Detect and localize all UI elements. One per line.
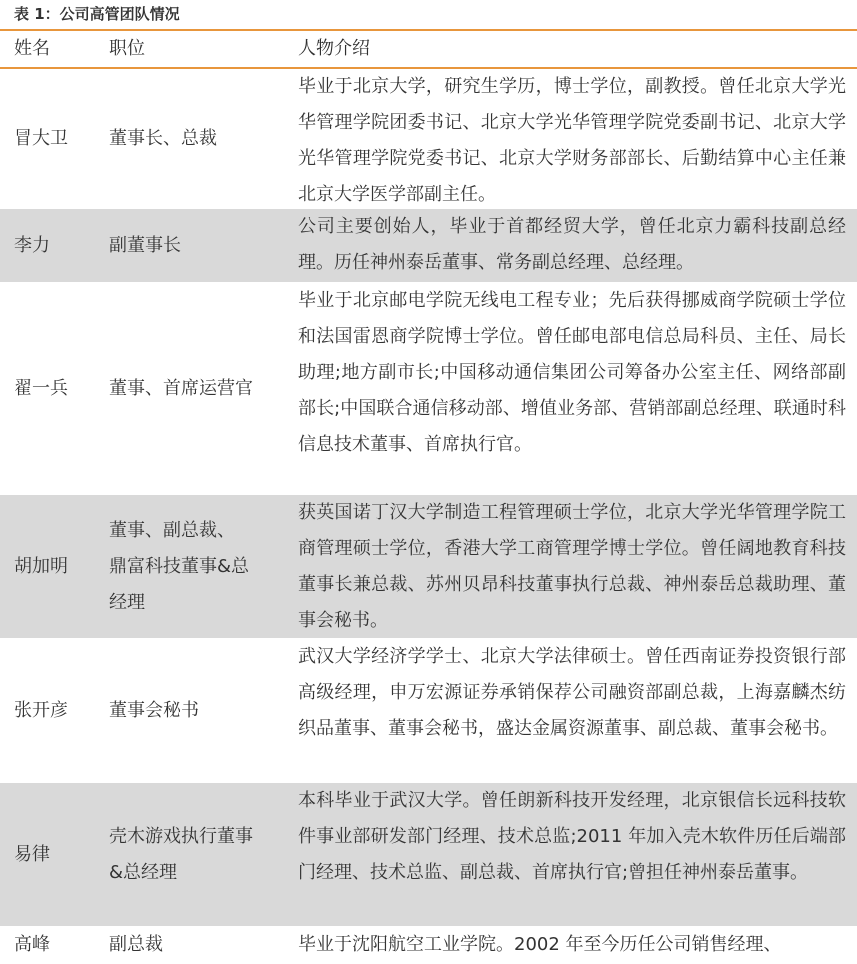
row-position: 壳木游戏执行董事 &总经理 [109,825,253,883]
row-bio: 公司主要创始人，毕业于首都经贸大学，曾任北京力霸科技副总经理。历任神州泰岳董事、常务副总经理、总经理。 [298,216,846,273]
table-row [0,283,857,495]
row-bio: 获英国诺丁汉大学制造工程管理硕士学位，北京大学光华管理学院工商管理硕士学位，香港大学工商管理学博士学位。曾任阔地教育科技董事长兼总裁、苏州贝昂科技董事执行总裁、神州泰岳总裁助理、董事会秘书。 [298,502,846,631]
row-bio: 毕业于北京邮电学院无线电工程专业；先后获得挪威商学院硕士学位和法国雷恩商学院博士学位。曾任邮电部电信总局科员、主任、局长助理;地方副市长;中国移动通信集团公司筹备办公室主任、网络部副部长;中国联合通信移动部、增值业务部、营销部副总经理、联通时科信息技术董事、首席执行官。 [298,290,846,455]
row-position: 董事、首席运营官 [109,377,253,399]
row-name: 胡加明 [14,555,68,577]
table-header [0,31,857,69]
row-bio: 毕业于北京大学，研究生学历，博士学位，副教授。曾任北京大学光华管理学院团委书记、北京大学光华管理学院党委副书记、北京大学光华管理学院党委书记、北京大学财务部部长、后勤结算中心主任兼北京大学医学部副主任。 [298,76,846,205]
row-name: 冒大卫 [14,127,68,149]
row-position: 副总裁 [109,934,163,955]
row-position: 董事、副总裁、 鼎富科技董事&总 经理 [109,519,250,613]
row-name: 翟一兵 [14,377,68,399]
row-name: 张开彦 [14,699,68,721]
row-bio: 武汉大学经济学学士、北京大学法律硕士。曾任西南证券投资银行部高级经理，申万宏源证券承销保荐公司融资部副总裁，上海嘉麟杰纺织品董事、董事会秘书，盛达金属资源董事、副总裁、董事会秘书。 [298,646,846,739]
table-row [0,495,857,639]
table-row [0,639,857,783]
row-position: 董事长、总裁 [109,127,217,149]
row-bio: 本科毕业于武汉大学。曾任朗新科技开发经理，北京银信长远科技软件事业部研发部门经理、技术总监;2011 年加入壳木软件历任后端部门经理、技术总监、副总裁、首席执行官;曾担任神州泰岳董事。 [298,790,846,883]
table-row [0,209,857,283]
table-caption: 表 1：公司高管团队情况 [14,5,180,23]
row-name: 易律 [14,843,50,865]
row-name: 高峰 [14,934,50,955]
table-row [0,783,857,927]
row-bio: 毕业于沈阳航空工业学院。2002 年至今历任公司销售经理、 [298,934,782,955]
table-row [0,927,857,964]
table-row [0,69,857,209]
header-name: 姓名 [14,38,50,59]
row-position: 副董事长 [109,234,181,256]
row-position: 董事会秘书 [109,699,199,721]
row-name: 李力 [14,234,50,256]
header-bio: 人物介绍 [298,38,370,59]
header-position: 职位 [109,38,145,59]
